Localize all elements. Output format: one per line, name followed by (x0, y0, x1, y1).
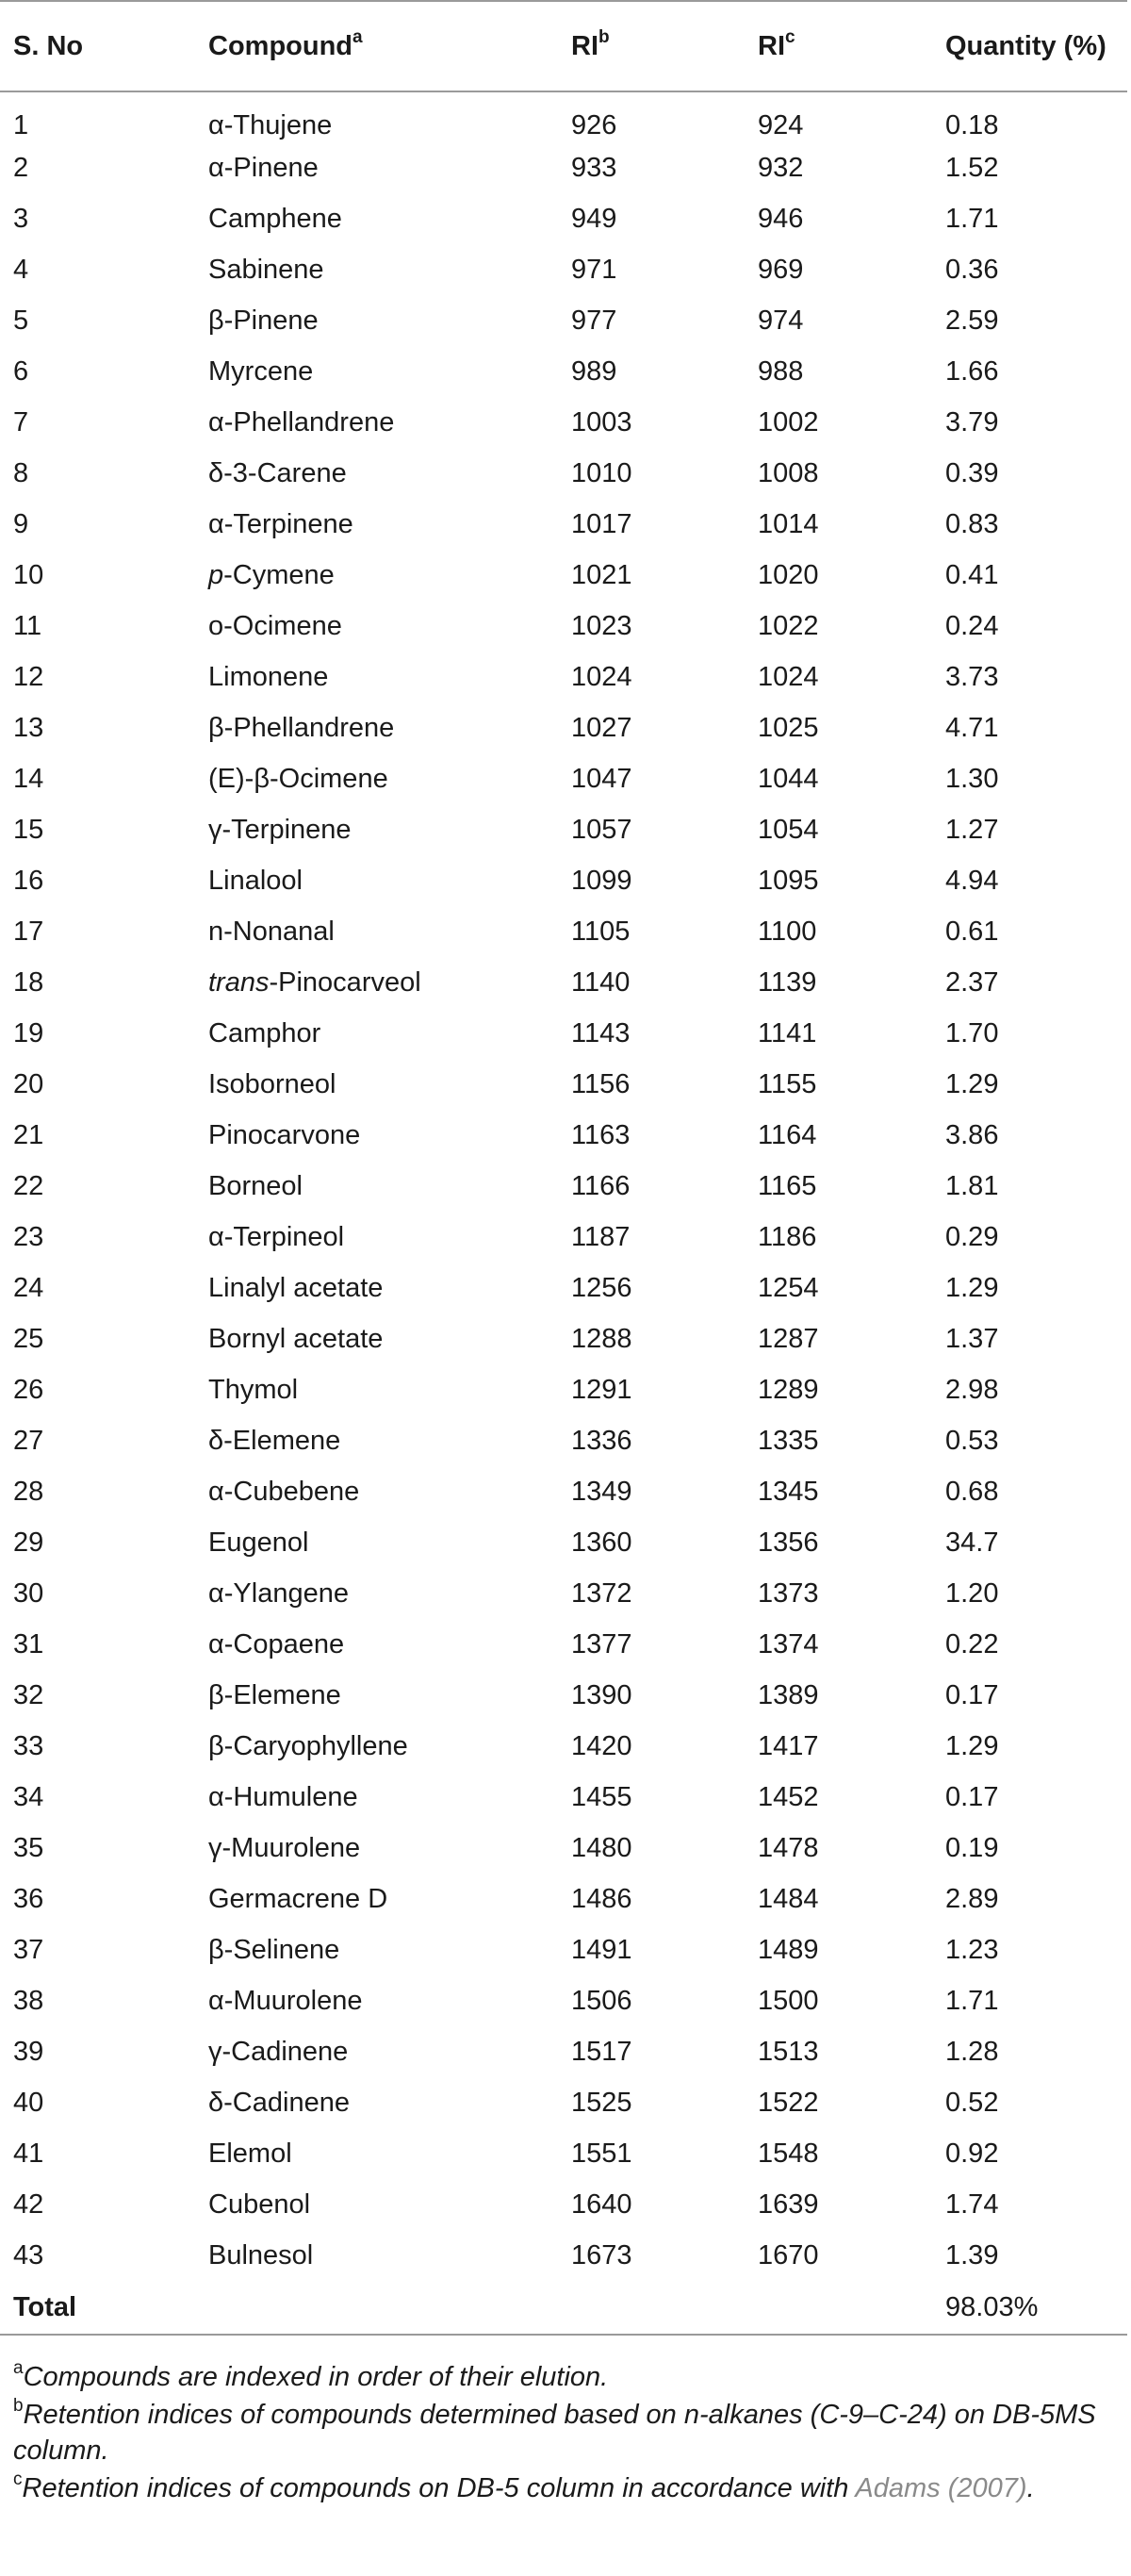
cell-quantity: 0.61 (945, 916, 999, 947)
cell-quantity: 3.79 (945, 406, 999, 438)
cell-sno: 26 (13, 1374, 44, 1405)
cell-sno: 19 (13, 1017, 44, 1049)
cell-sno: 36 (13, 1883, 44, 1914)
cell-quantity: 0.36 (945, 254, 999, 285)
cell-quantity: 0.52 (945, 2087, 999, 2118)
total-label: Total (0, 2281, 195, 2335)
cell-ri-b: 1349 (571, 1476, 632, 1507)
cell-ri-c: 969 (758, 254, 804, 285)
table-row (0, 142, 1127, 193)
cell-quantity: 0.29 (945, 1221, 999, 1252)
cell-ri-c: 932 (758, 152, 804, 183)
table-row (0, 295, 1127, 346)
cell-sno: 40 (13, 2087, 44, 2118)
cell-ri-c: 1345 (758, 1476, 819, 1507)
cell-ri-b: 1047 (571, 763, 632, 794)
cell-quantity: 1.23 (945, 1934, 999, 1965)
cell-compound: β-Elemene (208, 1679, 341, 1710)
cell-ri-c: 1478 (758, 1832, 819, 1863)
cell-ri-b: 1673 (571, 2239, 632, 2271)
cell-ri-c: 1254 (758, 1272, 819, 1303)
cell-compound: γ-Cadinene (208, 2036, 349, 2067)
table-row (0, 1059, 1127, 1110)
cell-sno: 4 (13, 254, 29, 285)
cell-ri-c: 1008 (758, 457, 819, 488)
cell-sno: 33 (13, 1730, 44, 1761)
footnote-b: $^b$Retention indices of compounds determined based on n-alkanes (C-9–C-24) on DB-5MS column. (13, 2396, 1096, 2466)
cell-quantity: 1.66 (945, 355, 999, 387)
cell-ri-c: 1025 (758, 712, 819, 743)
table-row (0, 1772, 1127, 1823)
cell-ri-c: 1095 (758, 865, 819, 896)
footnote-a: $^a$Compounds are indexed in order of their elution. (13, 2358, 609, 2392)
cell-compound: α-Copaene (208, 1628, 345, 1660)
cell-quantity: 1.39 (945, 2239, 999, 2271)
cell-compound: n-Nonanal (208, 916, 335, 947)
cell-sno: 25 (13, 1323, 44, 1354)
table-row (0, 2230, 1127, 2281)
cell-ri-c: 946 (758, 203, 804, 234)
cell-quantity: 0.22 (945, 1628, 999, 1660)
cell-sno: 3 (13, 203, 29, 234)
cell-ri-b: 1372 (571, 1577, 632, 1609)
cell-ri-b: 1551 (571, 2138, 632, 2169)
cell-ri-c: 1002 (758, 406, 819, 438)
cell-ri-c: 1014 (758, 508, 819, 539)
cell-ri-b: 1256 (571, 1272, 632, 1303)
cell-ri-b: 1024 (571, 661, 632, 692)
cell-compound: α-Ylangene (208, 1577, 349, 1609)
table-row (0, 804, 1127, 855)
cell-ri-c: 1500 (758, 1985, 819, 2016)
header-compound: Compound$^a$ (195, 1, 558, 91)
cell-sno: 38 (13, 1985, 44, 2016)
cell-sno: 24 (13, 1272, 44, 1303)
cell-ri-c: 1289 (758, 1374, 819, 1405)
cell-sno: 23 (13, 1221, 44, 1252)
cell-compound: α-Terpinene (208, 508, 353, 539)
table-row (0, 1619, 1127, 1670)
footnotes (13, 2359, 1121, 2508)
cell-ri-b: 989 (571, 355, 617, 387)
cell-quantity: 1.52 (945, 152, 999, 183)
cell-ri-b: 1640 (571, 2188, 632, 2220)
cell-compound: β-Caryophyllene (208, 1730, 408, 1761)
table-row (0, 499, 1127, 550)
cell-ri-c: 1489 (758, 1934, 819, 1965)
compound-prefix: trans (208, 966, 270, 998)
cell-compound: α-Phellandrene (208, 406, 395, 438)
footnote-c: $^c$Retention indices of compounds on DB-5 column in accordance with Adams (2007). (13, 2469, 1035, 2503)
cell-ri-b: 1480 (571, 1832, 632, 1863)
cell-ri-b: 1187 (571, 1221, 631, 1252)
table-row (0, 1008, 1127, 1059)
table-row (0, 652, 1127, 702)
cell-quantity: 1.70 (945, 1017, 999, 1049)
cell-ri-c: 1100 (758, 916, 817, 947)
cell-ri-c: 988 (758, 355, 804, 387)
cell-sno: 17 (13, 916, 44, 947)
cell-sno: 8 (13, 457, 29, 488)
table-row (0, 906, 1127, 957)
cell-compound: α-Terpineol (208, 1221, 345, 1252)
cell-compound: β-Phellandrene (208, 712, 395, 743)
cell-ri-c: 1417 (758, 1730, 819, 1761)
cell-ri-b: 1163 (571, 1119, 631, 1150)
table-row (0, 1466, 1127, 1517)
cell-ri-c: 1670 (758, 2239, 819, 2271)
cell-quantity: 2.89 (945, 1883, 999, 1914)
cell-ri-c: 1356 (758, 1527, 819, 1558)
cell-compound: Germacrene D (208, 1883, 388, 1914)
cell-ri-c: 1044 (758, 763, 819, 794)
cell-ri-c: 1141 (758, 1017, 817, 1049)
cell-compound: Myrcene (208, 355, 314, 387)
cell-sno: 37 (13, 1934, 44, 1965)
cell-sno: 30 (13, 1577, 44, 1609)
table-row (0, 1924, 1127, 1975)
cell-ri-c: 1522 (758, 2087, 819, 2118)
cell-sno: 22 (13, 1170, 44, 1201)
cell-sno: 12 (13, 661, 44, 692)
cell-ri-b: 1491 (571, 1934, 632, 1965)
cell-sno: 16 (13, 865, 44, 896)
table-row (0, 601, 1127, 652)
table-row (0, 1415, 1127, 1466)
cell-sno: 1 (13, 110, 29, 140)
cell-ri-b: 1021 (571, 559, 632, 590)
cell-quantity: 1.29 (945, 1272, 999, 1303)
cell-compound: Sabinene (208, 254, 324, 285)
cell-ri-c: 1165 (758, 1170, 817, 1201)
cell-ri-b: 949 (571, 203, 617, 234)
table-row (0, 957, 1127, 1008)
table-row (0, 1721, 1127, 1772)
cell-ri-c: 1020 (758, 559, 819, 590)
table-row (0, 2077, 1127, 2128)
cell-compound: Thymol (208, 1374, 299, 1405)
cell-sno: 9 (13, 508, 29, 539)
table-row (0, 1568, 1127, 1619)
cell-sno: 18 (13, 966, 44, 998)
cell-ri-b: 933 (571, 152, 617, 183)
cell-ri-c: 1335 (758, 1425, 819, 1456)
table-row (0, 448, 1127, 499)
cell-quantity: 0.39 (945, 457, 999, 488)
cell-compound: α-Pinene (208, 152, 319, 183)
table-row (0, 2128, 1127, 2179)
reference-link[interactable]: Adams (2007) (855, 2473, 1027, 2503)
cell-ri-b: 1156 (571, 1068, 631, 1099)
total-row (0, 2281, 1127, 2335)
cell-compound: α-Thujene (208, 110, 333, 140)
cell-ri-b: 1360 (571, 1527, 632, 1558)
cell-ri-b: 1166 (571, 1170, 631, 1201)
table-row (0, 2179, 1127, 2230)
cell-ri-b: 1486 (571, 1883, 632, 1914)
cell-sno: 34 (13, 1781, 44, 1812)
cell-quantity: 2.59 (945, 305, 999, 336)
cell-compound: Elemol (208, 2138, 292, 2169)
cell-ri-c: 974 (758, 305, 804, 336)
cell-quantity: 2.37 (945, 966, 999, 998)
cell-ri-c: 1639 (758, 2188, 819, 2220)
cell-compound: trans-Pinocarveol (208, 966, 421, 998)
cell-ri-c: 1484 (758, 1883, 819, 1914)
cell-ri-b: 1377 (571, 1628, 632, 1660)
cell-sno: 43 (13, 2239, 44, 2271)
cell-quantity: 0.53 (945, 1425, 999, 1456)
cell-quantity: 1.20 (945, 1577, 999, 1609)
table-row (0, 1874, 1127, 1924)
cell-sno: 41 (13, 2138, 44, 2169)
cell-compound: Isoborneol (208, 1068, 336, 1099)
cell-ri-b: 1140 (571, 966, 631, 998)
header-sno: S. No (0, 1, 195, 91)
table-row (0, 1263, 1127, 1313)
cell-quantity: 0.24 (945, 610, 999, 641)
cell-compound: Camphor (208, 1017, 321, 1049)
cell-sno: 5 (13, 305, 29, 336)
cell-ri-c: 1022 (758, 610, 819, 641)
cell-sno: 10 (13, 559, 44, 590)
table-row (0, 753, 1127, 804)
table-row (0, 397, 1127, 448)
cell-quantity: 2.98 (945, 1374, 999, 1405)
cell-ri-b: 1525 (571, 2087, 632, 2118)
cell-compound: δ-Elemene (208, 1425, 341, 1456)
cell-compound: Bornyl acetate (208, 1323, 384, 1354)
cell-quantity: 0.41 (945, 559, 999, 590)
cell-sno: 13 (13, 712, 44, 743)
cell-quantity: 1.37 (945, 1323, 999, 1354)
cell-sno: 15 (13, 814, 44, 845)
cell-ri-b: 1017 (571, 508, 632, 539)
cell-ri-b: 1390 (571, 1679, 632, 1710)
table-row (0, 855, 1127, 906)
cell-quantity: 1.30 (945, 763, 999, 794)
cell-ri-c: 1054 (758, 814, 819, 845)
cell-ri-b: 1023 (571, 610, 632, 641)
cell-ri-c: 1373 (758, 1577, 819, 1609)
cell-quantity: 0.19 (945, 1832, 999, 1863)
cell-quantity: 1.29 (945, 1068, 999, 1099)
cell-sno: 21 (13, 1119, 44, 1150)
cell-ri-c: 1389 (758, 1679, 819, 1710)
cell-sno: 20 (13, 1068, 44, 1099)
cell-quantity: 1.71 (945, 1985, 999, 2016)
cell-ri-c: 1513 (758, 2036, 819, 2067)
cell-quantity: 34.7 (945, 1527, 999, 1558)
cell-ri-c: 1186 (758, 1221, 817, 1252)
cell-ri-b: 1143 (571, 1017, 631, 1049)
cell-ri-b: 977 (571, 305, 617, 336)
cell-sno: 42 (13, 2188, 44, 2220)
cell-compound: β-Selinene (208, 1934, 340, 1965)
cell-compound: Cubenol (208, 2188, 311, 2220)
cell-compound: (E)-β-Ocimene (208, 763, 388, 794)
table-row (0, 702, 1127, 753)
total-value: 98.03% (932, 2281, 1127, 2335)
table-row (0, 244, 1127, 295)
cell-sno: 2 (13, 152, 29, 183)
table-row (0, 346, 1127, 397)
cell-quantity: 3.86 (945, 1119, 999, 1150)
cell-ri-b: 971 (571, 254, 617, 285)
cell-compound: Borneol (208, 1170, 303, 1201)
cell-ri-c: 1164 (758, 1119, 817, 1150)
cell-ri-b: 926 (571, 110, 617, 140)
cell-compound: γ-Terpinene (208, 814, 352, 845)
cell-compound: Camphene (208, 203, 342, 234)
cell-ri-b: 1010 (571, 457, 632, 488)
cell-quantity: 1.71 (945, 203, 999, 234)
table-row (0, 550, 1127, 601)
cell-compound: p-Cymene (208, 559, 335, 590)
cell-ri-c: 1155 (758, 1068, 817, 1099)
cell-ri-c: 1024 (758, 661, 819, 692)
cell-quantity: 4.94 (945, 865, 999, 896)
cell-sno: 39 (13, 2036, 44, 2067)
table-row (0, 1110, 1127, 1161)
table-row (0, 91, 1127, 142)
compound-prefix: p (208, 559, 224, 590)
cell-quantity: 1.28 (945, 2036, 999, 2067)
cell-sno: 27 (13, 1425, 44, 1456)
cell-quantity: 0.68 (945, 1476, 999, 1507)
cell-compound: β-Pinene (208, 305, 319, 336)
cell-ri-b: 1288 (571, 1323, 632, 1354)
cell-ri-c: 1548 (758, 2138, 819, 2169)
cell-sno: 14 (13, 763, 44, 794)
cell-quantity: 0.83 (945, 508, 999, 539)
cell-sno: 35 (13, 1832, 44, 1863)
cell-compound: Eugenol (208, 1527, 309, 1558)
cell-quantity: 1.29 (945, 1730, 999, 1761)
cell-ri-b: 1420 (571, 1730, 632, 1761)
cell-compound: Limonene (208, 661, 329, 692)
cell-sno: 6 (13, 355, 29, 387)
cell-ri-b: 1003 (571, 406, 632, 438)
table-row (0, 193, 1127, 244)
cell-sno: 32 (13, 1679, 44, 1710)
cell-ri-b: 1506 (571, 1985, 632, 2016)
cell-compound: Linalool (208, 865, 303, 896)
cell-ri-b: 1455 (571, 1781, 632, 1812)
table-row (0, 1670, 1127, 1721)
cell-sno: 11 (13, 610, 42, 641)
cell-ri-b: 1027 (571, 712, 632, 743)
cell-compound: α-Cubebene (208, 1476, 360, 1507)
header-ri-b: $RI^b$ (558, 1, 745, 91)
cell-quantity: 3.73 (945, 661, 999, 692)
cell-quantity: 0.18 (945, 110, 999, 140)
cell-quantity: 0.92 (945, 2138, 999, 2169)
cell-sno: 7 (13, 406, 29, 438)
cell-ri-c: 1139 (758, 966, 817, 998)
cell-compound: Bulnesol (208, 2239, 314, 2271)
cell-ri-b: 1517 (571, 2036, 632, 2067)
header-ri-c: $RI^c$ (745, 1, 932, 91)
cell-ri-b: 1105 (571, 916, 631, 947)
cell-compound: o-Ocimene (208, 610, 342, 641)
header-quantity: Quantity (%) (932, 1, 1127, 91)
cell-ri-c: 924 (758, 110, 804, 140)
cell-compound: Linalyl acetate (208, 1272, 384, 1303)
cell-ri-b: 1099 (571, 865, 632, 896)
cell-ri-b: 1336 (571, 1425, 632, 1456)
cell-ri-c: 1452 (758, 1781, 819, 1812)
table-row (0, 1975, 1127, 2026)
cell-ri-b: 1057 (571, 814, 632, 845)
cell-compound: α-Humulene (208, 1781, 358, 1812)
cell-quantity: 0.17 (945, 1679, 999, 1710)
cell-compound: δ-Cadinene (208, 2087, 350, 2118)
table-row (0, 1823, 1127, 1874)
table-row (0, 1364, 1127, 1415)
header-row (0, 1, 1127, 91)
cell-quantity: 0.17 (945, 1781, 999, 1812)
cell-quantity: 1.74 (945, 2188, 999, 2220)
cell-sno: 31 (13, 1628, 44, 1660)
cell-compound: δ-3-Carene (208, 457, 347, 488)
cell-compound: Pinocarvone (208, 1119, 361, 1150)
cell-ri-c: 1374 (758, 1628, 819, 1660)
table-row (0, 2026, 1127, 2077)
cell-quantity: 1.81 (945, 1170, 999, 1201)
cell-compound: γ-Muurolene (208, 1832, 361, 1863)
cell-sno: 28 (13, 1476, 44, 1507)
cell-ri-c: 1287 (758, 1323, 819, 1354)
table-row (0, 1313, 1127, 1364)
cell-quantity: 1.27 (945, 814, 999, 845)
cell-ri-b: 1291 (571, 1374, 632, 1405)
table-row (0, 1212, 1127, 1263)
cell-quantity: 4.71 (945, 712, 999, 743)
table-row (0, 1517, 1127, 1568)
table-row (0, 1161, 1127, 1212)
cell-compound: α-Muurolene (208, 1985, 363, 2016)
cell-sno: 29 (13, 1527, 44, 1558)
